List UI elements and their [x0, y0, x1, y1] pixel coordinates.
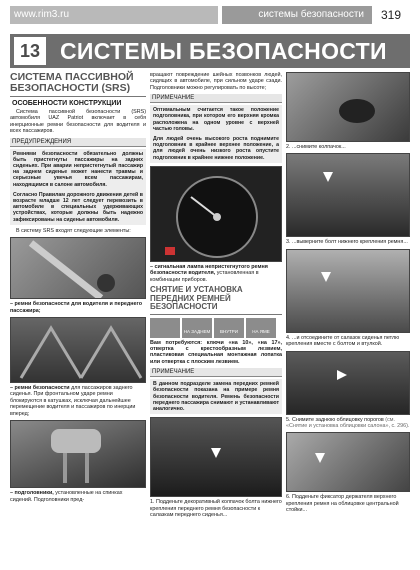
- page-header: [0, 0, 420, 30]
- difficulty-icons: [150, 318, 282, 338]
- photo-step-6: [286, 432, 410, 492]
- section-heading-front-belts: СНЯТИЕ И УСТАНОВКА ПЕРЕДНИХ РЕМНЕЙ БЕЗОПАСНОСТИ: [150, 286, 282, 315]
- section-label: системы безопасности: [222, 6, 372, 24]
- step-1: 1. Подденьте декоративный колпачок болта нижнего крепления переднего ремня безопасности к салазкам переднего сиденья...: [150, 499, 282, 519]
- note-text-2: Для людей очень высокого роста поднимите подголовник в крайнее верхнее положение, а для людей очень низкого роста опустите подголовник в крайнее нижнее положение.: [150, 134, 282, 163]
- step-5-ref: (см. «Снятие и установка облицовки салона», с. 296).: [286, 416, 410, 430]
- arrow-icon: [321, 272, 331, 282]
- caption-headrests-rest: установленные на спинках сидений. Подголовники пред-: [10, 490, 123, 503]
- photo-headrest: [10, 420, 146, 488]
- column-2: [150, 72, 282, 521]
- inside-icon: ВНУТРИ: [214, 318, 244, 338]
- headrest-continuation: вращают повреждение шейных позвонков людей, сидящих в автомобиле, при сильном ударе сзади. Подголовники можно регулировать по высоте;: [150, 72, 282, 91]
- section-heading-srs: СИСТЕМА ПАССИВНОЙ БЕЗОПАСНОСТИ (SRS): [10, 72, 146, 97]
- caption-front-belts: – ремни безопасности для водителя и переднего пассажира;: [10, 301, 143, 314]
- note-label: ПРИМЕЧАНИЕ: [150, 94, 282, 103]
- note2-label: ПРИМЕЧАНИЕ: [150, 368, 282, 377]
- photo-step-5: [286, 351, 410, 415]
- headrest-illustration: [11, 421, 146, 488]
- note2-text: В данном подразделе замена передних ремней безопасности показана на примере ремня безопасности водителя. Ремень безопасности переднего пассажира снимают и устанавливают аналогично.: [150, 379, 282, 414]
- photo-step-3: [286, 153, 410, 237]
- caption-rear-belts: [10, 385, 146, 417]
- tools-required: Вам потребуются: ключи «на 10», «на 17», отвертка с крестообразным лезвием, пластиковая специальная монтажная лопатка или отвертка с плоским лезвием.: [150, 339, 282, 365]
- step-5-main: 5. Снимите заднюю облицовку порогов: [286, 416, 386, 423]
- subheading-design: ОСОБЕННОСТИ КОНСТРУКЦИИ: [12, 100, 122, 107]
- step-4: 4. ...и отсоедините от салазок сиденья петлю крепления вместе с болтом и втулкой.: [286, 334, 400, 348]
- arrow-icon: [315, 453, 325, 463]
- caption-rear-belts-rest: для пассажиров заднего сиденья. При фронтальном ударе ремни блокируются в катушках, исключая дальнейшее перемещение водителя и пассажиров по инерции вперед;: [10, 385, 136, 417]
- step-6: 6. Подденьте фиксатор держателя верхнего крепления ремня на облицовке центральной стойки...: [286, 494, 399, 514]
- photo-step-2: [286, 72, 410, 142]
- photo-step-4: [286, 249, 410, 333]
- photo-step-1: [150, 417, 282, 497]
- step-5: [286, 417, 410, 430]
- caption-lamp-bold: – сигнальная лампа непристегнутого ремня безопасности водителя,: [150, 263, 268, 277]
- caption-warning-lamp: [150, 264, 282, 283]
- wrench-icon: [150, 318, 180, 338]
- step-3: 3. ...выверните болт нижнего крепления ремня...: [286, 239, 408, 246]
- seatbelt-illustration: [11, 238, 146, 299]
- chapter-number: 13: [14, 37, 46, 65]
- warning-text-2: Согласно Правилам дорожного движения детей в возрасте младше 12 лет следует перевозить в автомобиле в специальных удерживающих устройствах, которые должны быть надежно зафиксированы на сиденье автомобиля.: [10, 190, 146, 225]
- photo-rear-belts: [10, 317, 146, 383]
- note-text-1: Оптимальным считается такое положение подголовника, при котором его верхняя кромка расположена на одном уровне с верхней частью головы.: [150, 105, 282, 134]
- page-number: 319: [380, 8, 402, 22]
- srs-intro: В систему SRS входят следующие элементы:: [16, 227, 131, 234]
- step-2: 2. ...снимите колпачок...: [286, 144, 346, 150]
- warning-label: ПРЕДУПРЕЖДЕНИЯ: [10, 138, 146, 147]
- bolt-cap-illustration: [287, 73, 410, 142]
- photo-front-belt: [10, 237, 146, 299]
- photo-instrument-cluster: [150, 166, 282, 262]
- caption-headrests-bold: – подголовники,: [10, 490, 54, 497]
- chapter-title: СИСТЕМЫ БЕЗОПАСНОСТИ: [60, 38, 387, 64]
- site-url: www.rim3.ru: [10, 6, 218, 24]
- caption-headrests: [10, 490, 146, 503]
- arrow-icon: [211, 448, 221, 458]
- rear-seat-illustration: [11, 318, 146, 383]
- pit-icon: НА ЯМЕ: [246, 318, 276, 338]
- arrow-icon: [323, 172, 333, 182]
- rear-icon: НА ЗАДНЕМ: [182, 318, 212, 338]
- arrow-icon: [337, 370, 347, 380]
- speedometer-illustration: [151, 167, 282, 262]
- caption-lamp-rest: установленная в комбинации приборов.: [150, 270, 259, 283]
- chapter-title-bar: [10, 34, 410, 68]
- column-1: [10, 72, 146, 506]
- intro-paragraph: Система пассивной безопасности (SRS) автомобиля UAZ Patriot включает в себя инерционные ремни безопасности для водителя и всех пассажиров.: [10, 109, 146, 135]
- caption-rear-belts-bold: – ремни безопасности: [10, 385, 70, 392]
- warning-text-1: Ремнями безопасности обязательно должны быть пристегнуты пассажиры на задних сиденьях. При аварии непристегнутый пассажир на заднем сиденье может нанести травмы и серьезные увечья всем пассажирам, находящимся в салоне автомобиля.: [10, 149, 146, 190]
- column-3: [286, 72, 410, 517]
